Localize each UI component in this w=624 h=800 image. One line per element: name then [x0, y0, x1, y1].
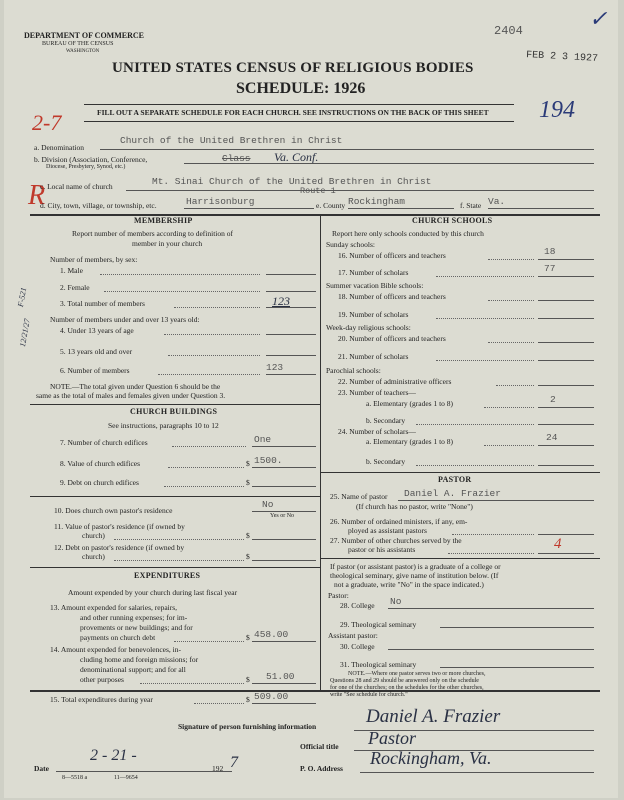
q23b-label: b. Secondary	[366, 416, 406, 425]
q12-residence-debt-label: 12. Debt on pastor's residence (if owned by	[54, 543, 185, 552]
stamp-number: 2404	[494, 24, 523, 38]
q14-label-1: 14. Amount expended for benevolences, in-	[50, 645, 182, 654]
q8-value-label: 8. Value of church edifices	[60, 459, 141, 468]
q11-residence-value-label: 11. Value of pastor's residence (if owned by	[54, 522, 185, 531]
membership-note-1: NOTE.—The total given under Question 6 should be the	[50, 382, 221, 391]
q25-label: 25. Name of pastor	[330, 492, 388, 501]
po-address-value: Rockingham, Va.	[370, 748, 492, 768]
q13-dollar: $	[246, 633, 250, 642]
pastor-label: Pastor:	[328, 591, 349, 600]
q23-label: 23. Number of teachers—	[338, 388, 416, 397]
q13-label-2: and other running expenses; for im-	[80, 613, 188, 622]
membership-intro-1: Report number of members according to definition of	[72, 229, 233, 238]
signature-value: Daniel A. Frazier	[366, 706, 501, 727]
q7-edifices-label: 7. Number of church edifices	[60, 438, 148, 447]
city-town-label: d. City, town, village, or township, etc.	[40, 201, 157, 210]
city-label: WASHINGTON	[66, 49, 100, 54]
schools-heading: CHURCH SCHOOLS	[412, 216, 493, 225]
schools-intro: Report here only schools conducted by this church	[332, 229, 484, 238]
q5-over-13-label: 5. 13 years old and over	[60, 347, 133, 356]
membership-note-2: same as the total of males and females given under Question 3.	[36, 391, 226, 400]
q24a-label: a. Elementary (grades 1 to 8)	[366, 437, 454, 446]
q25-note: (If church has no pastor, write "None")	[356, 502, 473, 511]
state-label: f. State	[460, 201, 482, 210]
po-address-label: P. O. Address	[300, 764, 343, 773]
census-schedule-form	[4, 0, 618, 798]
q13-label-4: payments on church debt	[80, 633, 156, 642]
division-value: Va. Conf.	[274, 150, 319, 164]
membership-intro-2: member in your church	[132, 239, 203, 248]
division-label: b. Division (Association, Conference,	[34, 155, 148, 164]
form-number-1: 8—5518 a	[62, 775, 88, 781]
county-value: Rockingham	[348, 196, 406, 207]
received-date-stamp: FEB 2 3 1927	[525, 50, 599, 65]
graduate-note-2: theological seminary, give name of institution below. (If	[330, 571, 499, 580]
q24b-label: b. Secondary	[366, 457, 406, 466]
members-by-sex-label: Number of members, by sex:	[50, 255, 138, 264]
form-number-2: 11—9654	[114, 775, 138, 781]
local-name-value: Mt. Sinai Church of the United Brethren in Christ	[152, 176, 432, 187]
q12-dollar: $	[246, 552, 250, 561]
q30-label: 30. College	[340, 642, 375, 651]
pastor-note-3: for one of the churches; on the schedules for the other churches,	[330, 685, 484, 691]
q27-label-2: pastor or his assistants	[348, 545, 416, 554]
handwritten-code-left: 2-7	[32, 110, 62, 135]
q13-label-3: provements or new buildings; and for	[80, 623, 193, 632]
yes-no-hint: Yes or No	[270, 513, 295, 519]
handwritten-r-mark: R	[28, 180, 46, 211]
q15-total-label: 15. Total expenditures during year	[50, 695, 153, 704]
q9-dollar: $	[246, 478, 250, 487]
state-value: Va.	[488, 196, 506, 207]
q23a-value: 2	[550, 394, 556, 405]
division-struck-value: Class	[222, 153, 251, 164]
expenditures-intro: Amount expended by your church during last fiscal year	[68, 588, 238, 597]
q13-label-1: 13. Amount expended for salaries, repairs,	[50, 603, 178, 612]
q17-label: 17. Number of scholars	[338, 268, 409, 277]
q22-label: 22. Number of administrative officers	[338, 377, 452, 386]
q2-female-label: 2. Female	[60, 283, 90, 292]
expenditures-heading: EXPENDITURES	[134, 571, 201, 580]
q17-value: 77	[544, 263, 556, 274]
route-value: Route 1	[300, 186, 336, 196]
q24a-value: 24	[546, 432, 558, 443]
schedule-title: SCHEDULE: 1926	[236, 80, 366, 97]
q31-label: 31. Theological seminary	[340, 660, 417, 669]
q13-value: 458.00	[254, 629, 289, 640]
q11-residence-value-label-2: church)	[82, 531, 105, 540]
bureau-label: BUREAU OF THE CENSUS	[42, 41, 114, 47]
local-name-label: c. Local name of church	[40, 182, 113, 191]
graduate-note-3: not a graduate, write "No" in the space indicated.)	[334, 580, 484, 589]
pastor-heading: PASTOR	[438, 475, 472, 484]
division-label-2: Diocese, Presbytery, Synod, etc.)	[46, 164, 126, 170]
q14-label-4: other purposes	[80, 675, 124, 684]
department-label: DEPARTMENT OF COMMERCE	[24, 31, 145, 40]
margin-note-2: 12/21/27	[18, 317, 32, 348]
instruction-banner: FILL OUT A SEPARATE SCHEDULE FOR EACH CHURCH. SEE INSTRUCTIONS ON THE BACK OF THIS SHEET	[97, 108, 489, 117]
date-value: 2 - 21 -	[90, 747, 137, 764]
denomination-value: Church of the United Brethren in Christ	[120, 135, 343, 146]
year-value: 7	[230, 754, 238, 771]
buildings-intro: See instructions, paragraphs 10 to 12	[108, 421, 219, 430]
q10-residence-value: No	[262, 499, 274, 510]
q6-number-label: 6. Number of members	[60, 366, 130, 375]
q14-label-2: cluding home and foreign missions; for	[80, 655, 199, 664]
q12-residence-debt-label-2: church)	[82, 552, 105, 561]
q26-label-2: ployed as assistant pastors	[348, 526, 427, 535]
handwritten-code-right: 194	[539, 97, 575, 123]
form-title: UNITED STATES CENSUS OF RELIGIOUS BODIES	[112, 60, 474, 76]
buildings-heading: CHURCH BUILDINGS	[130, 407, 218, 416]
official-title-value: Pastor	[368, 728, 417, 748]
q27-label-1: 27. Number of other churches served by the	[330, 536, 462, 545]
graduate-note-1: If pastor (or assistant pastor) is a graduate of a college or	[330, 562, 501, 571]
pastor-note-4: write "See schedule for church."	[330, 692, 408, 698]
assistant-pastor-label: Assistant pastor:	[328, 631, 378, 640]
q20-label: 20. Number of officers and teachers	[338, 334, 446, 343]
q14-value: 51.00	[266, 671, 295, 682]
pastor-note-1: NOTE.—Where one pastor serves two or more churches,	[348, 671, 486, 677]
q8-value: 1500.	[254, 455, 283, 466]
membership-heading: MEMBERSHIP	[134, 216, 193, 225]
sunday-schools-label: Sunday schools:	[326, 240, 375, 249]
official-title-label: Official title	[300, 742, 339, 751]
q28-value: No	[390, 596, 402, 607]
q16-label: 16. Number of officers and teachers	[338, 251, 446, 260]
q7-edifices-value: One	[254, 434, 272, 445]
q25-value: Daniel A. Frazier	[404, 488, 501, 499]
q19-label: 19. Number of scholars	[338, 310, 409, 319]
signature-label: Signature of person furnishing information	[178, 722, 317, 731]
q4-under-13-label: 4. Under 13 years of age	[60, 326, 134, 335]
q28-label: 28. College	[340, 601, 375, 610]
q15-total-value: 509.00	[254, 691, 289, 702]
q11-dollar: $	[246, 531, 250, 540]
q16-value: 18	[544, 246, 556, 257]
q23a-label: a. Elementary (grades 1 to 8)	[366, 399, 454, 408]
q14-label-3: denominational support; and for all	[80, 665, 186, 674]
year-prefix: 192	[212, 764, 224, 773]
under-over-label: Number of members under and over 13 years old:	[50, 315, 200, 324]
q3-total-label: 3. Total number of members	[60, 299, 145, 308]
q3-total-value: 123	[272, 294, 290, 308]
q18-label: 18. Number of officers and teachers	[338, 292, 446, 301]
city-town-value: Harrisonburg	[186, 196, 255, 207]
q26-label-1: 26. Number of ordained ministers, if any, em-	[330, 517, 468, 526]
parochial-schools-label: Parochial schools:	[326, 366, 381, 375]
check-mark: ✓	[589, 6, 608, 31]
pastor-note-2: Questions 28 and 29 should be answered only on the schedule	[330, 678, 479, 684]
q21-label: 21. Number of scholars	[338, 352, 409, 361]
vacation-schools-label: Summer vacation Bible schools:	[326, 281, 424, 290]
q29-label: 29. Theological seminary	[340, 620, 417, 629]
weekday-schools-label: Week-day religious schools:	[326, 323, 411, 332]
q1-male-label: 1. Male	[60, 266, 83, 275]
margin-note-1: F-521	[16, 286, 29, 308]
q9-debt-label: 9. Debt on church edifices	[60, 478, 139, 487]
county-label: e. County	[316, 201, 346, 210]
q10-residence-label: 10. Does church own pastor's residence	[54, 506, 173, 515]
q14-dollar: $	[246, 675, 250, 684]
q8-dollar: $	[246, 459, 250, 468]
q27-value: 4	[554, 536, 562, 552]
q15-dollar: $	[246, 695, 250, 704]
q6-number-value: 123	[266, 362, 284, 373]
q24-label: 24. Number of scholars—	[338, 427, 416, 436]
date-label: Date	[34, 764, 49, 773]
denomination-label: a. Denomination	[34, 143, 84, 152]
